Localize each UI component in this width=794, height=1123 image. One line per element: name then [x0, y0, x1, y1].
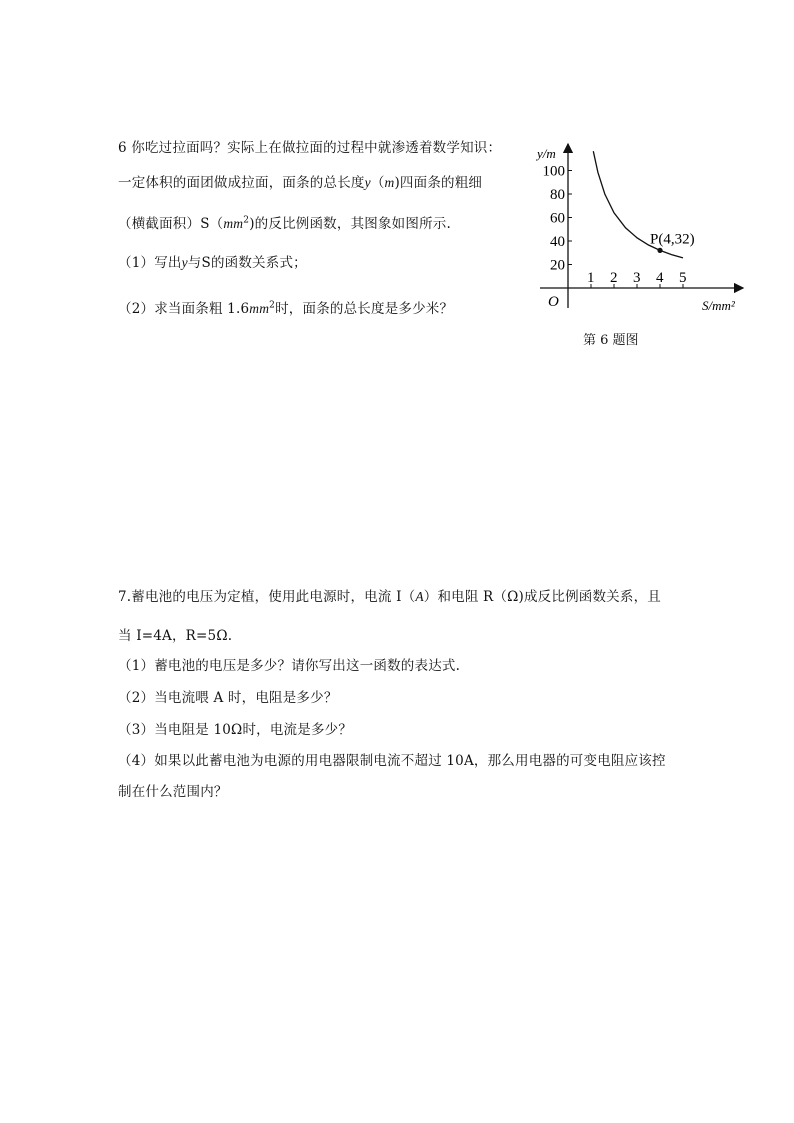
x-tick-label: 3: [633, 270, 641, 286]
q6-line-2-text-c: )四面条的粗细: [394, 175, 483, 191]
q6-line-3-text-b: )的反比例函数，其图象如图所示.: [249, 216, 451, 232]
q6-line-2-text-a: 一定体积的面团做成拉面，面条的总长度: [118, 175, 365, 191]
q6-part-1-var-y: y: [181, 255, 188, 270]
q6-part-1-text-b: 与S的函数关系式；: [187, 255, 307, 271]
q6-var-y: y: [364, 175, 371, 190]
q7-line-1: [118, 585, 661, 605]
q7-line-1-text-b: ）和电阻 R（Ω)成反比例函数关系，且: [423, 589, 661, 605]
y-axis-label: y/m: [537, 146, 556, 161]
y-tick-label: 60: [550, 210, 565, 227]
q6-part-2-text-b: 时，面条的总长度是多少米？: [275, 301, 454, 317]
q6-unit-m: m: [384, 175, 395, 190]
q6-line-1: 6 你吃过拉面吗？实际上在做拉面的过程中就渗透着数学知识：: [118, 140, 502, 156]
x-tick-label: 4: [656, 270, 664, 286]
y-tick-label: 100: [542, 163, 565, 180]
point-p-label: P(4,32): [650, 231, 695, 248]
q7-part-3: （3）当电阻是 10Ω时，电流是多少？: [118, 722, 353, 738]
q6-part-2-unit-sup: 2: [269, 300, 276, 311]
x-tick-label: 1: [587, 270, 595, 286]
origin-label: O: [548, 294, 559, 310]
q7-part-2: （2）当电流喂 A 时，电阻是多少？: [118, 690, 338, 706]
q6-unit-sup: 2: [243, 215, 250, 226]
q7-part-4-cont: 制在什么范围内？: [118, 784, 228, 800]
q7-line-1-text-a: 7.蓄电池的电压为定植，使用此电源时，电流 I（: [118, 589, 416, 605]
q6-part-2-text-a: （2）求当面条粗 1.6: [118, 301, 250, 317]
q6-unit-mm: mm: [223, 216, 244, 231]
q6-part-2-unit-mm: mm: [249, 301, 270, 316]
q6-part-2: [118, 297, 453, 317]
q6-line-3: [118, 212, 451, 232]
q6-line-2-text-b: （: [370, 175, 385, 191]
q6-line-3-text-a: （横截面积）S（: [118, 216, 224, 232]
y-tick-label: 80: [550, 187, 565, 203]
point-p: [657, 248, 662, 253]
q6-figure-chart: [530, 138, 755, 323]
x-tick-label: 5: [679, 270, 687, 286]
y-tick-label: 40: [550, 234, 565, 250]
q7-var-A: A: [415, 589, 424, 604]
q6-part-1-text-a: （1）写出: [118, 255, 182, 271]
q7-part-4: （4）如果以此蓄电池为电源的用电器限制电流不超过 10A，那么用电器的可变电阻应该控: [118, 753, 666, 769]
q7-line-2: 当 I=4A，R=5Ω.: [118, 628, 233, 644]
q6-line-2: [118, 171, 482, 191]
x-tick-label: 2: [610, 270, 618, 286]
x-axis-label: S/mm²: [702, 298, 735, 313]
q7-part-1: （1）蓄电池的电压是多少？请你写出这一函数的表达式.: [118, 658, 461, 674]
q6-part-1: [118, 251, 307, 271]
q6-figure-caption: 第 6 题图: [583, 333, 639, 348]
y-tick-label: 20: [550, 257, 565, 274]
